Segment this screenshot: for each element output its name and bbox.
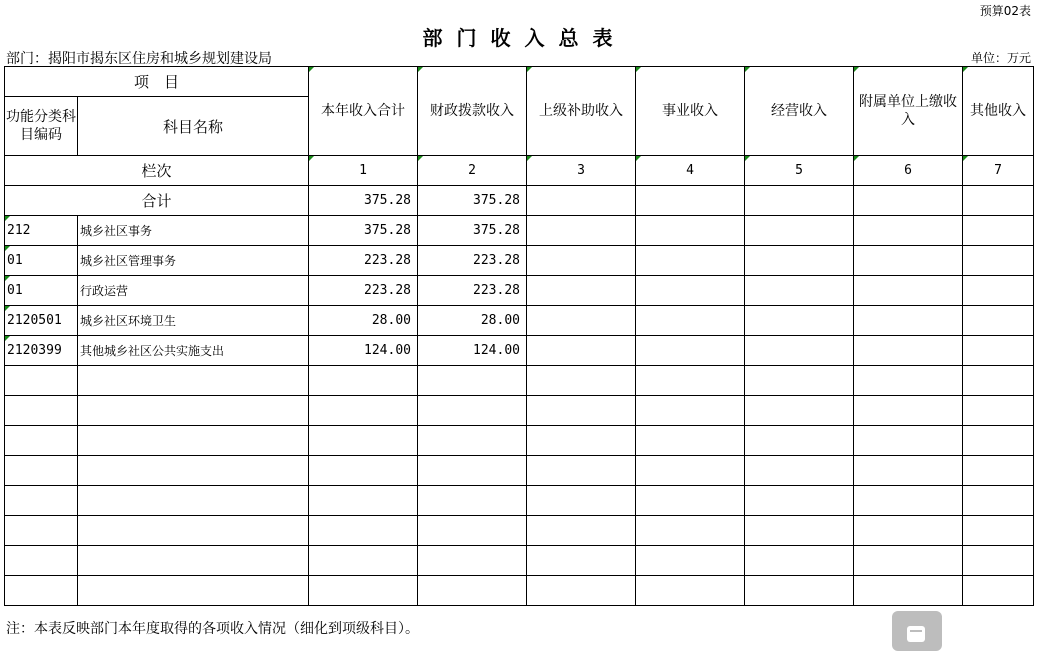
cell[interactable] <box>854 456 963 486</box>
cell[interactable] <box>636 306 745 336</box>
cell[interactable] <box>78 426 309 456</box>
cell[interactable] <box>309 396 418 426</box>
total-label[interactable]: 合计 <box>5 186 309 216</box>
cell[interactable] <box>5 456 78 486</box>
cell[interactable] <box>636 426 745 456</box>
cell[interactable] <box>5 546 78 576</box>
cell[interactable] <box>745 516 854 546</box>
cell[interactable] <box>5 396 78 426</box>
cell[interactable]: 223.28 <box>309 246 418 276</box>
cell[interactable]: 375.28 <box>418 216 527 246</box>
cell[interactable] <box>527 516 636 546</box>
cell[interactable]: 223.28 <box>418 246 527 276</box>
cell[interactable] <box>963 306 1034 336</box>
cell[interactable] <box>745 216 854 246</box>
cell[interactable] <box>309 546 418 576</box>
header-col-4[interactable]: 事业收入 <box>636 67 745 156</box>
cell[interactable] <box>527 276 636 306</box>
cell[interactable] <box>745 276 854 306</box>
cell[interactable] <box>963 546 1034 576</box>
cell[interactable] <box>309 456 418 486</box>
func-code-cell[interactable]: 01 <box>5 246 78 276</box>
cell[interactable] <box>745 576 854 606</box>
header-col-3[interactable]: 上级补助收入 <box>527 67 636 156</box>
cell[interactable] <box>418 456 527 486</box>
cell[interactable] <box>854 516 963 546</box>
cell[interactable] <box>963 246 1034 276</box>
cell[interactable] <box>963 426 1034 456</box>
cell[interactable] <box>527 186 636 216</box>
cell[interactable] <box>963 396 1034 426</box>
cell[interactable]: 375.28 <box>309 186 418 216</box>
col-number[interactable]: 1 <box>309 156 418 186</box>
cell[interactable] <box>636 516 745 546</box>
cell[interactable] <box>745 336 854 366</box>
print-button[interactable] <box>892 611 942 651</box>
cell[interactable] <box>854 276 963 306</box>
cell[interactable] <box>5 366 78 396</box>
subject-name-cell[interactable]: 城乡社区事务 <box>78 216 309 246</box>
cell[interactable] <box>963 486 1034 516</box>
empty-row <box>5 456 1034 486</box>
cell[interactable]: 28.00 <box>309 306 418 336</box>
cell[interactable] <box>527 366 636 396</box>
cell[interactable] <box>745 486 854 516</box>
cell[interactable] <box>5 486 78 516</box>
cell[interactable]: 375.28 <box>309 216 418 246</box>
cell[interactable] <box>527 486 636 516</box>
cell[interactable] <box>5 576 78 606</box>
cell[interactable] <box>745 186 854 216</box>
footnote: 注：本表反映部门本年度取得的各项收入情况（细化到项级科目）。 <box>6 621 419 637</box>
empty-row <box>5 576 1034 606</box>
empty-row <box>5 486 1034 516</box>
cell[interactable] <box>636 216 745 246</box>
cell[interactable] <box>636 486 745 516</box>
cell[interactable] <box>309 426 418 456</box>
row-label-lanci[interactable]: 栏次 <box>5 156 309 186</box>
cell[interactable] <box>745 366 854 396</box>
cell[interactable] <box>527 456 636 486</box>
func-code-cell[interactable]: 212 <box>5 216 78 246</box>
func-code-cell[interactable]: 2120399 <box>5 336 78 366</box>
col-number[interactable]: 2 <box>418 156 527 186</box>
col-number[interactable]: 6 <box>854 156 963 186</box>
cell[interactable] <box>745 306 854 336</box>
printer-icon <box>907 626 925 642</box>
cell[interactable] <box>854 576 963 606</box>
cell[interactable] <box>418 396 527 426</box>
cell[interactable]: 375.28 <box>418 186 527 216</box>
cell[interactable]: 28.00 <box>418 306 527 336</box>
table-row <box>5 216 1034 246</box>
cell[interactable] <box>527 396 636 426</box>
cell[interactable] <box>854 216 963 246</box>
cell[interactable] <box>5 426 78 456</box>
subject-name-cell[interactable]: 其他城乡社区公共实施支出 <box>78 336 309 366</box>
cell[interactable] <box>963 216 1034 246</box>
cell[interactable] <box>527 426 636 456</box>
table-row <box>5 276 1034 306</box>
cell[interactable] <box>418 486 527 516</box>
cell[interactable] <box>636 186 745 216</box>
cell[interactable] <box>963 186 1034 216</box>
cell[interactable] <box>745 546 854 576</box>
cell[interactable] <box>309 486 418 516</box>
header-col-7[interactable]: 其他收入 <box>963 67 1034 156</box>
cell[interactable] <box>745 426 854 456</box>
cell[interactable] <box>527 546 636 576</box>
cell[interactable] <box>636 576 745 606</box>
department-label: 部门：揭阳市揭东区住房和城乡规划建设局 <box>6 51 272 67</box>
table-row <box>5 336 1034 366</box>
cell[interactable] <box>418 426 527 456</box>
cell[interactable] <box>636 366 745 396</box>
cell[interactable] <box>854 186 963 216</box>
subject-name-cell[interactable]: 行政运营 <box>78 276 309 306</box>
func-code-cell[interactable]: 01 <box>5 276 78 306</box>
func-code-cell[interactable]: 2120501 <box>5 306 78 336</box>
header-func-code[interactable]: 功能分类科目编码 <box>5 97 78 156</box>
subject-name-cell[interactable]: 城乡社区环境卫生 <box>78 306 309 336</box>
header-project[interactable]: 项 目 <box>5 67 309 97</box>
cell[interactable] <box>854 246 963 276</box>
cell[interactable] <box>854 366 963 396</box>
cell[interactable] <box>636 546 745 576</box>
cell[interactable] <box>527 246 636 276</box>
income-table <box>4 66 1034 606</box>
cell[interactable] <box>854 306 963 336</box>
cell[interactable] <box>963 276 1034 306</box>
cell[interactable] <box>963 516 1034 546</box>
cell[interactable] <box>963 336 1034 366</box>
cell[interactable] <box>309 576 418 606</box>
form-number: 预算02表 <box>979 4 1031 18</box>
table-row <box>5 246 1034 276</box>
empty-row <box>5 396 1034 426</box>
cell[interactable] <box>78 576 309 606</box>
cell[interactable] <box>309 366 418 396</box>
cell[interactable] <box>854 486 963 516</box>
subject-name-cell[interactable]: 城乡社区管理事务 <box>78 246 309 276</box>
cell[interactable]: 223.28 <box>309 276 418 306</box>
cell[interactable]: 223.28 <box>418 276 527 306</box>
cell[interactable] <box>78 486 309 516</box>
cell[interactable]: 124.00 <box>309 336 418 366</box>
cell[interactable] <box>636 276 745 306</box>
cell[interactable] <box>527 216 636 246</box>
cell[interactable] <box>78 366 309 396</box>
col-number[interactable]: 7 <box>963 156 1034 186</box>
header-col-5[interactable]: 经营收入 <box>745 67 854 156</box>
cell[interactable] <box>527 576 636 606</box>
empty-row <box>5 516 1034 546</box>
cell[interactable] <box>963 576 1034 606</box>
cell[interactable] <box>636 456 745 486</box>
cell[interactable] <box>745 246 854 276</box>
cell[interactable] <box>418 366 527 396</box>
header-col-1[interactable]: 本年收入合计 <box>309 67 418 156</box>
cell[interactable] <box>963 366 1034 396</box>
cell[interactable] <box>527 306 636 336</box>
total-row <box>5 186 1034 216</box>
page-title: 部门收入总表 <box>422 26 627 50</box>
cell[interactable] <box>418 516 527 546</box>
col-number[interactable]: 5 <box>745 156 854 186</box>
header-col-6[interactable]: 附属单位上缴收入 <box>854 67 963 156</box>
cell[interactable] <box>5 516 78 546</box>
cell[interactable] <box>854 426 963 456</box>
cell[interactable] <box>636 246 745 276</box>
cell[interactable] <box>636 396 745 426</box>
col-number[interactable]: 3 <box>527 156 636 186</box>
cell[interactable] <box>854 396 963 426</box>
table-row <box>5 306 1034 336</box>
empty-row <box>5 546 1034 576</box>
cell[interactable] <box>418 546 527 576</box>
header-col-2[interactable]: 财政拨款收入 <box>418 67 527 156</box>
cell[interactable] <box>745 396 854 426</box>
empty-row <box>5 426 1034 456</box>
col-number[interactable]: 4 <box>636 156 745 186</box>
cell[interactable]: 124.00 <box>418 336 527 366</box>
empty-row <box>5 366 1034 396</box>
cell[interactable] <box>745 456 854 486</box>
cell[interactable] <box>963 456 1034 486</box>
cell[interactable] <box>78 516 309 546</box>
cell[interactable] <box>309 516 418 546</box>
cell[interactable] <box>854 336 963 366</box>
cell[interactable] <box>78 396 309 426</box>
cell[interactable] <box>854 546 963 576</box>
cell[interactable] <box>418 576 527 606</box>
cell[interactable] <box>636 336 745 366</box>
cell[interactable] <box>78 456 309 486</box>
cell[interactable] <box>78 546 309 576</box>
unit-label: 单位：万元 <box>970 51 1031 65</box>
header-subject-name[interactable]: 科目名称 <box>78 97 309 156</box>
cell[interactable] <box>527 336 636 366</box>
